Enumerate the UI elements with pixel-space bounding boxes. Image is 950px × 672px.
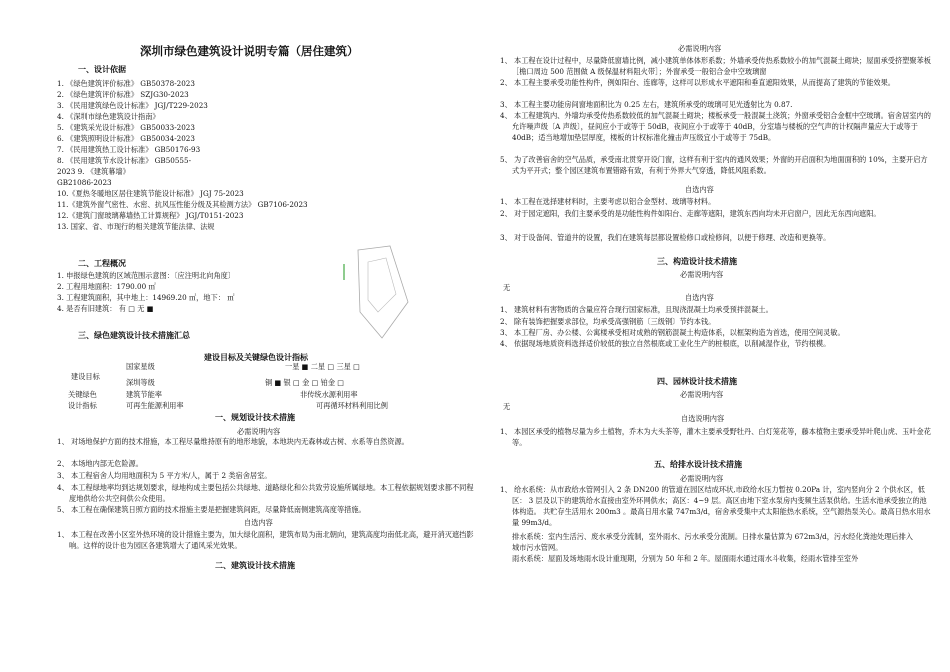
planning-heading: 一、规划设计技术措施 [215, 412, 295, 422]
water-required-label: 必需说明内容 [680, 474, 724, 483]
planning-optional-item: 1、 本工程在改善小区室外热环境的设计措施主要为，加大绿化面积，建筑布局为南北朝向，建筑高度均南低北高，避开消灭遮挡影响。这样的设计也为园区各建筑增大了通风采光效果。 [57, 530, 474, 550]
landscape-item: 1、 本园区承受的植物尽量为乡土植物，乔木为大头茶等，灌木主要承受野牡丹、白灯笼花等，藤本植物主要承受异叶爬山虎、玉叶金花等。 [500, 427, 931, 447]
construction-none: 无 [503, 283, 511, 292]
basis-item: GB21086-2023 [57, 178, 112, 187]
basis-item: 3. 《民用建筑绿色设计标准》 JGJ/T229-2023 [57, 101, 208, 110]
construction-item: 1、 建筑材料有害物质的含量应符合现行国家标准，且现浇混凝土均承受预拌混凝土。 [500, 305, 773, 314]
basis-item: 2. 《绿色建筑评价标准》 SZJG30-2023 [57, 90, 189, 99]
planning-optional-label: 自选内容 [244, 518, 273, 527]
planning-item: 1、 对场地保护方面的技术措施，本工程尽量维持原有的地形地貌，本地块内无森林或古树、水系等自然资源。 [57, 437, 409, 446]
construction-required-label: 必需说明内容 [680, 270, 724, 279]
construction-item: 2、 除有装饰把握要求部位，均承受高强钢筋〔三级钢〕节约本钱。 [500, 317, 716, 326]
arch-optional-item: 1、 本工程在选择建材料时，主要考虑以铝合金型材、玻璃等材料。 [500, 197, 716, 206]
table-shenzhen-grade-label: 深圳等级 [126, 378, 155, 387]
basis-item: 1. 《绿色建筑评价标准》 GB50378-2023 [57, 79, 195, 88]
table-label-key1: 关键绿色 [68, 390, 97, 399]
water-heading: 五、给排水设计技术措施 [654, 459, 742, 469]
basis-item: 12.《建筑门窗玻璃幕墙热工计算规程》 JGJ/T0151-2023 [57, 211, 244, 220]
construction-item: 3、 本工程厂房、办公楼、公寓楼承受相对成熟的钢筋混凝土构造体系，以框架构造为首选，使用空间灵敏。 [500, 328, 845, 337]
table-national-star-label: 国家星级 [126, 362, 155, 371]
planning-item: 3、 本工程宿舍人均用地面积为 5 平方米/人，属于 2 类宿舍居室。 [57, 471, 272, 480]
landscape-optional-label: 自选说明内容 [681, 414, 725, 423]
overview-item: 1. 申报绿色建筑的区域范围示意图：〔应注明北向角度〕 [57, 271, 236, 280]
landscape-none: 无 [503, 402, 511, 411]
basis-item: 13. 国家、省、市现行的相关建筑节能法律、法规 [57, 222, 215, 231]
basis-item: 11.《建筑外窗气密性、水密、抗风压性能分级及其检测方法》 GB7106-2023 [57, 200, 308, 209]
design-basis-heading: 一、设计依据 [78, 64, 126, 74]
arch-optional-item: 3、 对于设备间、管道井的设置，我们在建筑每层都设置检修口或检修间，以便于修理、改造和更换等。 [500, 233, 831, 242]
planning-item: 4、 本工程绿地率均到达规划要求，绿地构成主要包括公共绿地、道路绿化和公共致劳设施所属绿地。本工程依据规划要求都不同程度地供给公共空间供公众使用。 [57, 483, 474, 503]
table-shenzhen-grade-value: 铜 ■ 银 □ 金 □ 铂金 □ [265, 378, 345, 387]
basis-item: 5. 《建筑采光设计标准》 GB50033-2023 [57, 123, 195, 132]
basis-item: 10.《夏热冬暖地区居住建筑节能设计标准》 JGJ 75-2023 [57, 189, 244, 198]
arch-item: 5、 为了改善宿舍的空气品质，承受南北贯穿开设门窗，这样有利于室内的通风效果；外窗的开启面积为地面面积的 10%，主要开启方式为平开式；整个园区建筑布置错路有致，有利于外界大气穿透，降低风阻系数。 [500, 155, 928, 175]
planning-item: 2、 本场地内部无危险源。 [57, 459, 143, 468]
arch-item: 2、 本工程主要承受功能性构件，例如阳台、连廊等，这样可以形成水平遮阳和垂直遮阳效果，从而提高了建筑的节能效果。 [500, 78, 895, 87]
water-drainage-item: 排水系统：室内生活污、废水承受分流制，室外雨水、污水承受分流制。日排水量估算为 672m3/d，污水经化粪池处理后排入城市污水管网。 [512, 532, 913, 552]
table-recycle-label: 可再循环材料利用比例 [316, 401, 388, 410]
site-plan-sketch [338, 242, 418, 342]
project-overview-list [57, 270, 235, 314]
construction-item: 4、 依据现场地质资料选择适价较低的独立自然根底或工业化生产的桩根底，以削减湿作业，节约根模。 [500, 339, 831, 348]
arch-item: 1、 本工程在设计过程中，尽量降低窗墙比例，减小建筑单体体形系数；外墙承受传热系数较小的加气混凝土砌块；屋面承受挤塑聚苯板［檐口周边 500 范围做 A 级保温材料阻火带］；外窗承受一般铝合金中空玻璃窗 [500, 56, 931, 76]
indicator-table-title: 建设目标及关键绿色设计指标 [204, 352, 308, 362]
planning-item: 5、 本工程在确保建筑日照方面的技术措施主要是把握建筑间距，尽量降低南侧建筑高度等措施。 [57, 505, 366, 514]
arch-item: 4、 本工程建筑内、外墙均承受传热系数较低的加气混凝土砌块；楼板承受一般混凝土浇筑；外窗承受铝合金框中空玻璃。宿舍居室内的允许噪声级〔A 声级〕，昼间应小于或等于 50dB，夜间应小于或等于 40dB，分室墙与楼板的空气声的计权隔声量应大于或等于 40dB；适当地增加垫层厚度，楼板的计权标准化撞击声压级宜小于或等于 75dB。 [500, 111, 931, 142]
arch-optional-label: 自选内容 [685, 185, 714, 194]
basis-item: 2023 9. 《建筑幕墙》 [57, 167, 130, 176]
table-label-key2: 设计指标 [68, 401, 97, 410]
table-label-goal: 建设目标 [71, 372, 100, 381]
water-rain-item: 雨水系统：屋面及场地雨水设计重现期，分别为 50 年和 2 年。屋面雨水通过雨水斗收集，经雨水管排至室外 [512, 554, 859, 563]
overview-item: 2. 工程用地面积：1790.00 ㎡ [57, 282, 156, 291]
basis-item: 4. 《深圳市绿色建筑设计指南》 [57, 112, 160, 121]
page-title: 深圳市绿色建筑设计说明专篇（居住建筑） [140, 44, 359, 58]
landscape-heading: 四、园林设计技术措施 [657, 376, 737, 386]
project-overview-heading: 二、工程概况 [78, 258, 126, 268]
table-national-star-value: 一星 ■ 二星 □ 三星 □ [285, 362, 360, 371]
overview-item: 3. 工程建筑面积，其中地上：14969.20 ㎡，地下： ㎡ [57, 293, 235, 302]
architecture-heading: 二、建筑设计技术措施 [215, 560, 295, 570]
table-water-label: 非传统水源利用率 [300, 390, 358, 399]
table-renewable-label: 可再生能源利用率 [126, 401, 184, 410]
arch-required-label: 必需说明内容 [678, 44, 722, 53]
water-supply-item: 1、 给水系统：从市政给水管网引入 2 条 DN200 的管道在园区结成环状,市政给水压力暂按 0.20Pa 计，室内竖向分 2 个供水区，低区： 3 层及以下的建筑给水直接由室外环网供水；高区：4~9 层。高区由地下室水泵房内变频生活泵供给。生活水池承受独立的池体构造。 共贮存生活用水 200m3 。最高日用水量 747m3/d，宿舍承受集中式太阳能热水系统，空气源热泵关心。最高日热水用水量 99m3/d。 [500, 485, 931, 527]
construction-heading: 三、构造设计技术措施 [657, 256, 737, 266]
basis-item: 7. 《民用建筑热工设计标准》 GB50176-93 [57, 145, 201, 154]
landscape-required-label: 必需说明内容 [680, 390, 724, 399]
construction-optional-label: 自选内容 [685, 293, 714, 302]
basis-item: 6. 《建筑照明设计标准》 GB50034-2023 [57, 134, 195, 143]
overview-item: 4. 是否有旧建筑： 有 □ 无 ■ [57, 304, 154, 313]
basis-item: 8. 《民用建筑节水设计标准》 GB50555- [57, 156, 191, 165]
measures-summary-heading: 三、绿色建筑设计技术措施汇总 [78, 330, 190, 340]
table-energy-saving-label: 建筑节能率 [126, 390, 162, 399]
design-basis-list [57, 78, 308, 232]
arch-item: 3、 本工程主要功能房间窗地面积比为 0.25 左右，建筑所承受的玻璃可见光透射比为 0.87. [500, 100, 793, 109]
planning-required-label: 必需说明内容 [237, 427, 281, 436]
arch-optional-item: 2、 对于园定遮阳，我们主要承受的是功能性构件如阳台、走廊等遮阳，建筑东西向均未开启窗户，因此无东西向遮阳。 [500, 209, 881, 218]
